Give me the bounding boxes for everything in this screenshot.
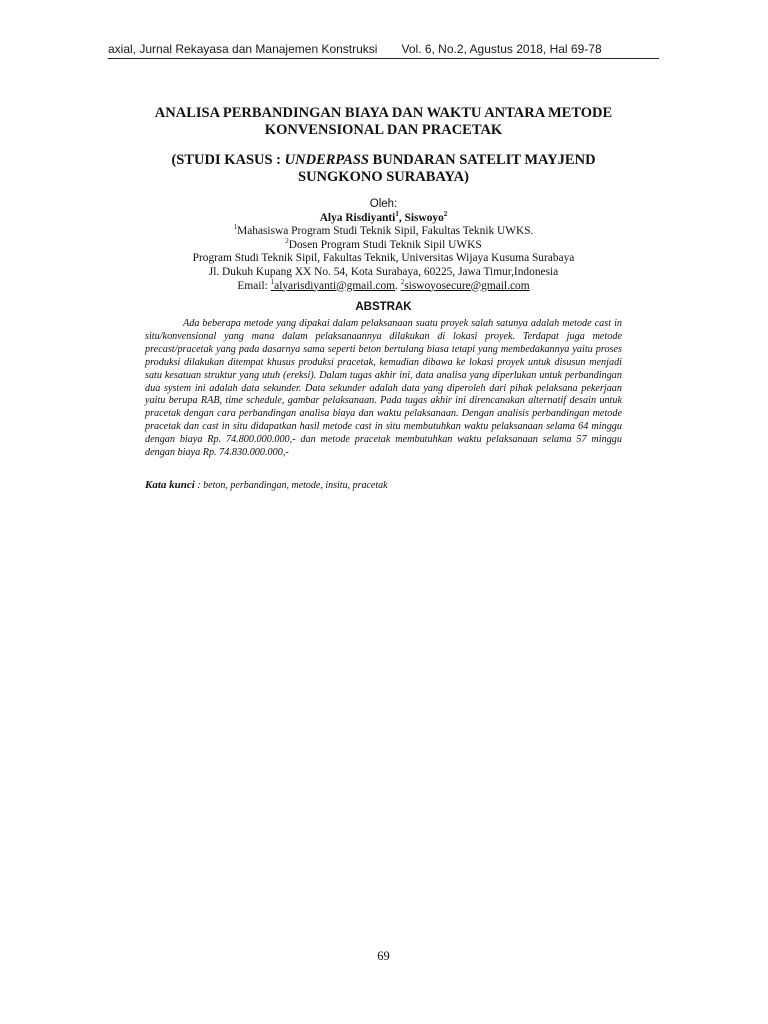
email-separator: . [395,279,401,292]
affiliation-1 [108,225,659,239]
subtitle-rest: BUNDARAN SATELIT MAYJEND [369,152,596,168]
email-1-text: alyarisdiyanti@gmail.com [274,279,396,292]
email-link-2[interactable] [400,277,530,292]
affiliation-1-text: Mahasiswa Program Studi Teknik Sipil, Fakultas Teknik UWKS. [237,225,534,238]
email-line [108,277,659,294]
author-1: Alya Risdiyanti [319,211,396,224]
page-number: 69 [377,949,390,963]
running-header [108,42,660,56]
affiliation-3: Program Studi Teknik Sipil, Fakultas Teknik, Universitas Wijaya Kusuma Surabaya [192,252,575,265]
keywords [145,479,622,492]
abstract-heading: ABSTRAK [355,301,412,313]
header-rule [108,58,659,59]
keywords-label: Kata kunci [145,479,195,491]
authors [108,209,659,226]
affiliation-2-sup: 2 [285,236,289,245]
author-separator: , [398,211,405,224]
email-2-sup: 2 [400,277,405,286]
title-line-2: KONVENSIONAL DAN PRACETAK [264,122,503,138]
subtitle-line-2: SUNGKONO SURABAYA) [298,169,469,185]
affiliation-1-sup: 1 [233,223,238,232]
keywords-text: : beton, perbandingan, metode, insitu, pracetak [194,480,388,491]
affiliation-2-text: Dosen Program Studi Teknik Sipil UWKS [288,238,482,251]
subtitle-prefix: (STUDI KASUS : [171,152,285,168]
author-1-sup: 1 [395,209,399,218]
volume-info: Vol. 6, No.2, Agustus 2018, Hal 69-78 [401,42,602,56]
author-2-sup: 2 [443,209,448,218]
paper-title [108,105,659,139]
affiliation-2 [108,236,659,253]
author-2: Siswoyo [404,211,444,224]
email-1-sup: 1 [270,277,275,286]
author-block [108,198,659,293]
paper-subtitle [108,152,659,186]
email-2-text: siswoyosecure@gmail.com [404,279,530,292]
email-label: Email: [237,279,271,292]
oleh-label: Oleh: [369,198,398,210]
journal-name: axial, Jurnal Rekayasa dan Manajemen Konstruksi [108,42,378,56]
subtitle-italic-word: UNDERPASS [284,152,369,168]
title-line-1: ANALISA PERBANDINGAN BIAYA DAN WAKTU ANTARA METODE [154,105,613,121]
abstract-body: Ada beberapa metode yang dipakai dalam pelaksanaan suatu proyek salah satunya adalah metode cast in situ/konvensional yang mana dalam pelaksanaannya dilakukan di lokasi proyek. Terdapat juga metode precast/pracetak yang pada dasarnya sama seperti beton bertulang biasa tetapi yang membedakannya yaitu proses produksi dilakukan ditempat khusus produksi pracetak, kemudian dibawa ke lokasi proyek untuk disusun menjadi satu kesatuan struktur yang utuh (ereksi). Dalam tugas akhir ini, data analisa yang diperlukan untuk perbandingan dua system ini adalah data sekunder. Data sekunder adalah data yang diperoleh dari pihak pelaksana pekerjaan yaitu berupa RAB, time schedule, gambar pelaksanaan. Pada tugas akhir ini direncanakan alternatif desain untuk pracetak dengan cara perbandingan analisa biaya dan waktu pelaksanaan. Dengan analisis perbandingan metode pracetak dan cast in situ didapatkan hasil metode cast in situ membutuhkan waktu pelaksanaan selama 64 minggu dengan biaya Rp. 74.800.000.000,- dan metode pracetak membutuhkan waktu pelaksanaan selama 57 minggu dengan biaya Rp. 74.830.000.000,- [145,318,622,459]
email-link-1[interactable] [270,277,396,292]
address: Jl. Dukuh Kupang XX No. 54, Kota Surabaya, 60225, Jawa Timur,Indonesia [208,265,559,278]
